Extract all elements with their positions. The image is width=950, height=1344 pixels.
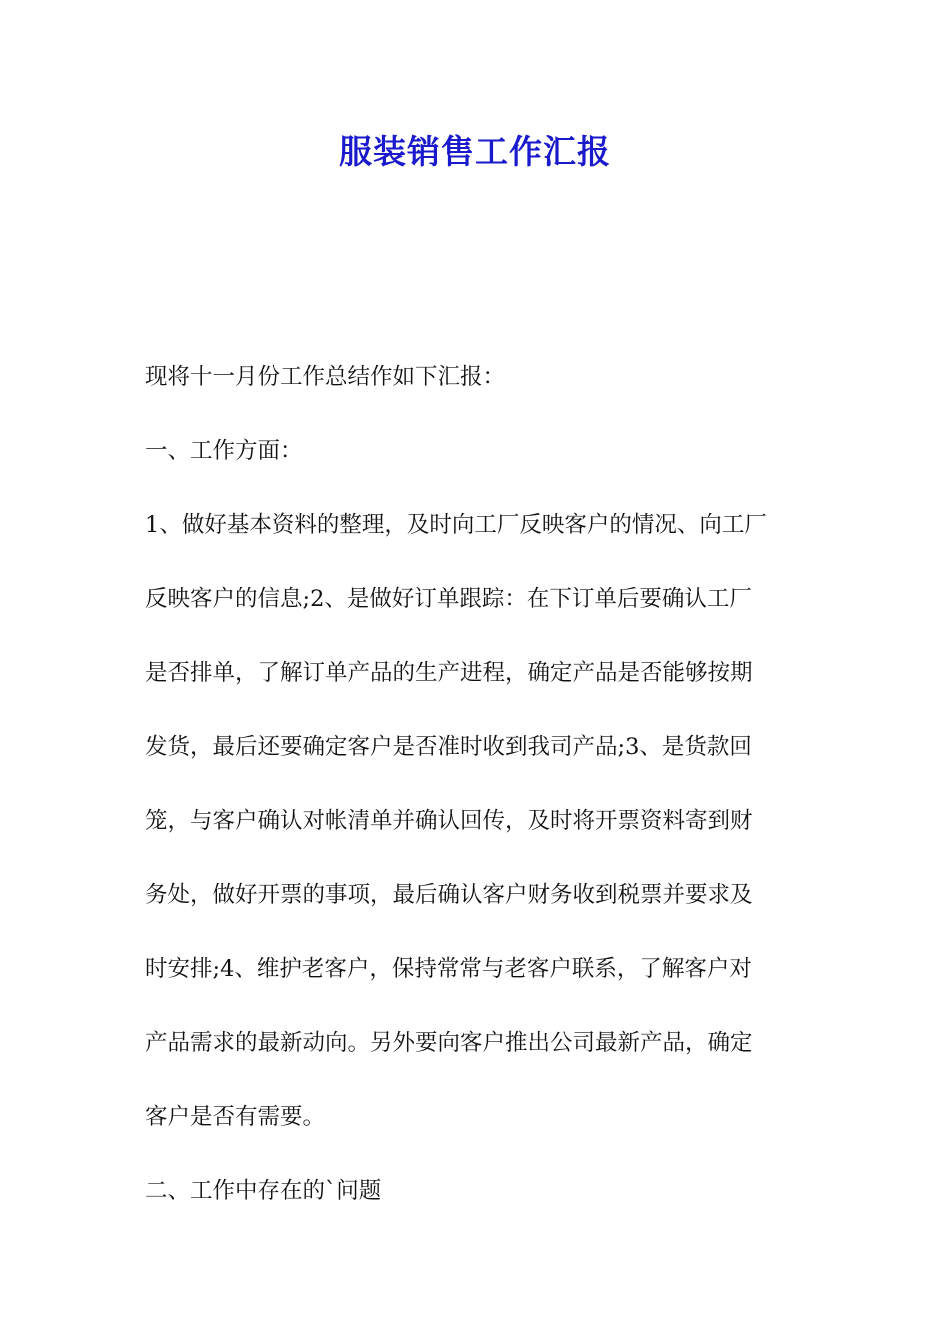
paragraph-line: 客户是否有需要。 (145, 1104, 326, 1130)
paragraph-line: 反映客户的信息;2、是做好订单跟踪：在下订单后要确认工厂 (145, 586, 752, 612)
paragraph-line: 时安排;4、维护老客户，保持常常与老客户联系，了解客户对 (145, 956, 752, 982)
paragraph-line: 笼，与客户确认对帐清单并确认回传，及时将开票资料寄到财 (145, 808, 753, 834)
section-heading-work: 一、工作方面： (145, 438, 303, 464)
document-body (145, 340, 810, 1228)
paragraph-line: 发货，最后还要确定客户是否准时收到我司产品;3、是货款回 (145, 734, 752, 760)
document-title: 服装销售工作汇报 (339, 132, 611, 171)
intro-line: 现将十一月份工作总结作如下汇报： (145, 364, 506, 390)
paragraph-line: 务处，做好开票的事项，最后确认客户财务收到税票并要求及 (145, 882, 753, 908)
section-heading-problems: 二、工作中存在的`问题 (145, 1178, 382, 1204)
paragraph-line: 1、做好基本资料的整理，及时向工厂反映客户的情况、向工厂 (145, 512, 767, 538)
paragraph-line: 产品需求的最新动向。另外要向客户推出公司最新产品，确定 (145, 1030, 753, 1056)
paragraph-line: 是否排单，了解订单产品的生产进程，确定产品是否能够按期 (145, 660, 753, 686)
